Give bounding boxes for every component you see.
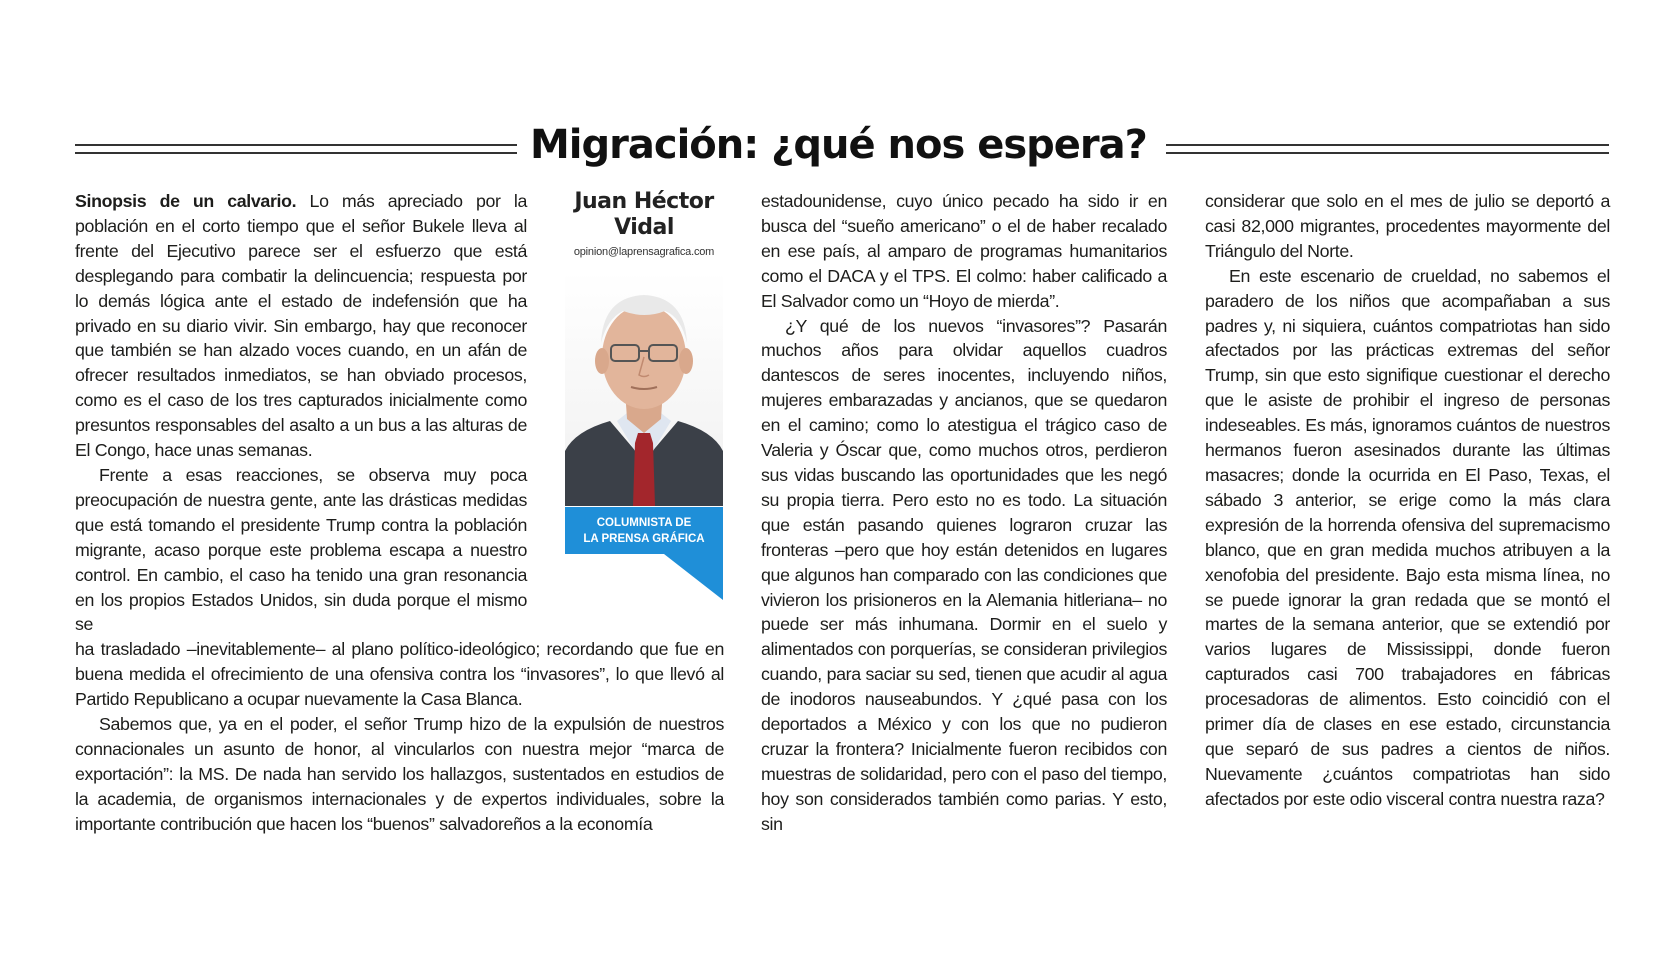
- paragraph: ha trasladado –inevitablemente– al plano político-ideológico; recordando que fue en buena medida el ofrecimiento de una ofensiva contra los “invasores”, lo que llevó al Partido Republicano a ocupar nuevamente la Casa Blanca.: [75, 639, 724, 710]
- author-portrait-icon: [565, 271, 723, 506]
- headline-rule-left: [75, 144, 517, 154]
- columnist-badge: COLUMNISTA DE LA PRENSA GRÁFICA: [565, 507, 723, 554]
- headline-rule-right: [1166, 144, 1609, 154]
- paragraph: estadounidense, cuyo único pecado ha sido ir en busca del “sueño americano” o el de haber recalado en ese país, al amparo de programas humanitarios como el DACA y el TPS. El colmo: haber calificado a El Salvador como un “Hoyo de mierda”.: [761, 191, 1167, 311]
- lead-in: Sinopsis de un calvario.: [75, 191, 297, 211]
- badge-tail-icon: [664, 554, 723, 600]
- paragraph: Frente a esas reacciones, se observa muy poca preocupación de nuestra gente, ante las drásticas medidas que está tomando el presidente Trump contra la población migrante, acaso porque este problema escapa a nuestro control. En cambio, el caso ha tenido una gran resonancia en los propios Estados Unidos, sin duda porque el mismo se: [75, 464, 527, 635]
- author-email: opinion@laprensagrafica.com: [573, 246, 715, 258]
- paragraph: ¿Y qué de los nuevos “invasores”? Pasarán muchos años para olvidar aquellos cuadros dantescos de seres inocentes, incluyendo niños, mujeres embarazadas y ancianos, que se quedaron en el camino; como lo atestigua el trágico caso de Valeria y Óscar que, como muchos otros, perdieron sus vidas buscando las oportunidades que les negó su propia tierra. Pero esto no es todo. La situación que están pasando quienes lograron cruzar las fronteras –pero que hoy están detenidos en lugares que algunos han comparado con las condiciones que vivieron los prisioneros en la Alemania hitleriana– no puede ser más inhumana. Dormir en el suelo y alimentados con porquerías, se consideran privilegios cuando, para saciar su sed, tienen que acudir al agua de inodoros nauseabundos. Y ¿qué pasa con los deportados a México y con los que no pudieron cruzar la frontera? Inicialmente fueron recibidos con muestras de solidaridad, pero con el paso del tiempo, hoy son considerados también como parias. Y esto, sin: [761, 315, 1167, 834]
- author-photo: [565, 271, 723, 506]
- article-column-4: [1205, 189, 1610, 812]
- paragraph: En este escenario de crueldad, no sabemos el paradero de los niños que acompañaban a sus padres y, ni siquiera, cuántos compatriotas han sido afectados por las prácticas extremas del señor Trump, sin que esto signifique cuestionar el derecho que le asiste de prohibir el ingreso de personas indeseables. Es más, ignoramos cuántos de nuestros hermanos fueron asesinados durante las últimas masacres; donde la ocurrida en El Paso, Texas, el sábado 3 anterior, se erige como la más clara expresión de la horrenda ofensiva del supremacismo blanco, que en gran medida muchos atribuyen a la xenofobia del presidente. Bajo esta misma línea, no se puede ignorar la gran redada que se montó el martes de la semana anterior, que se extendió por varios lugares de Mississippi, donde fueron capturados casi 700 trabajadores en fábricas procesadoras de alimentos. Esto coincidió con el primer día de clases en ese estado, circunstancia que separó de sus padres a cientos de niños. Nuevamente ¿cuántos compatriotas han sido afectados por este odio visceral contra nuestra raza?: [1205, 265, 1610, 809]
- author-box: [565, 189, 723, 545]
- paragraph: [75, 189, 527, 463]
- article-headline: Migración: ¿qué nos espera?: [530, 122, 1147, 168]
- paragraph-text: Lo más apreciado por la población en el corto tiempo que el señor Bukele lleva al frente del Ejecutivo parece ser el esfuerzo que está desplegando para combatir la delincuencia; respuesta por lo demás lógica ante el estado de indefensión que ha privado en su diario vivir. Sin embargo, hay que reconocer que también se han alzado voces cuando, en un afán de ofrecer resultados inmediatos, se han obviado procesos, como es el caso de los tres capturados inicialmente como presuntos responsables del asalto a un bus a las alturas de El Congo, hace unas semanas.: [75, 191, 528, 461]
- article-wide-block: [75, 637, 724, 836]
- article-column-3: [761, 189, 1167, 837]
- paragraph: considerar que solo en el mes de julio se deportó a casi 82,000 migrantes, procedentes mayormente del Triángulo del Norte.: [1205, 191, 1610, 261]
- paragraph: Sabemos que, ya en el poder, el señor Trump hizo de la expulsión de nuestros connacionales un asunto de honor, al vincularlos con nuestra mejor “marca de exportación”: la MS. De nada han servido los hallazgos, sustentados en estudios de la academia, de organismos internacionales y de expertos individuales, sobre la importante contribución que hacen los “buenos” salvadoreños a la economía: [75, 714, 724, 834]
- author-name: Juan Héctor Vidal: [574, 189, 714, 240]
